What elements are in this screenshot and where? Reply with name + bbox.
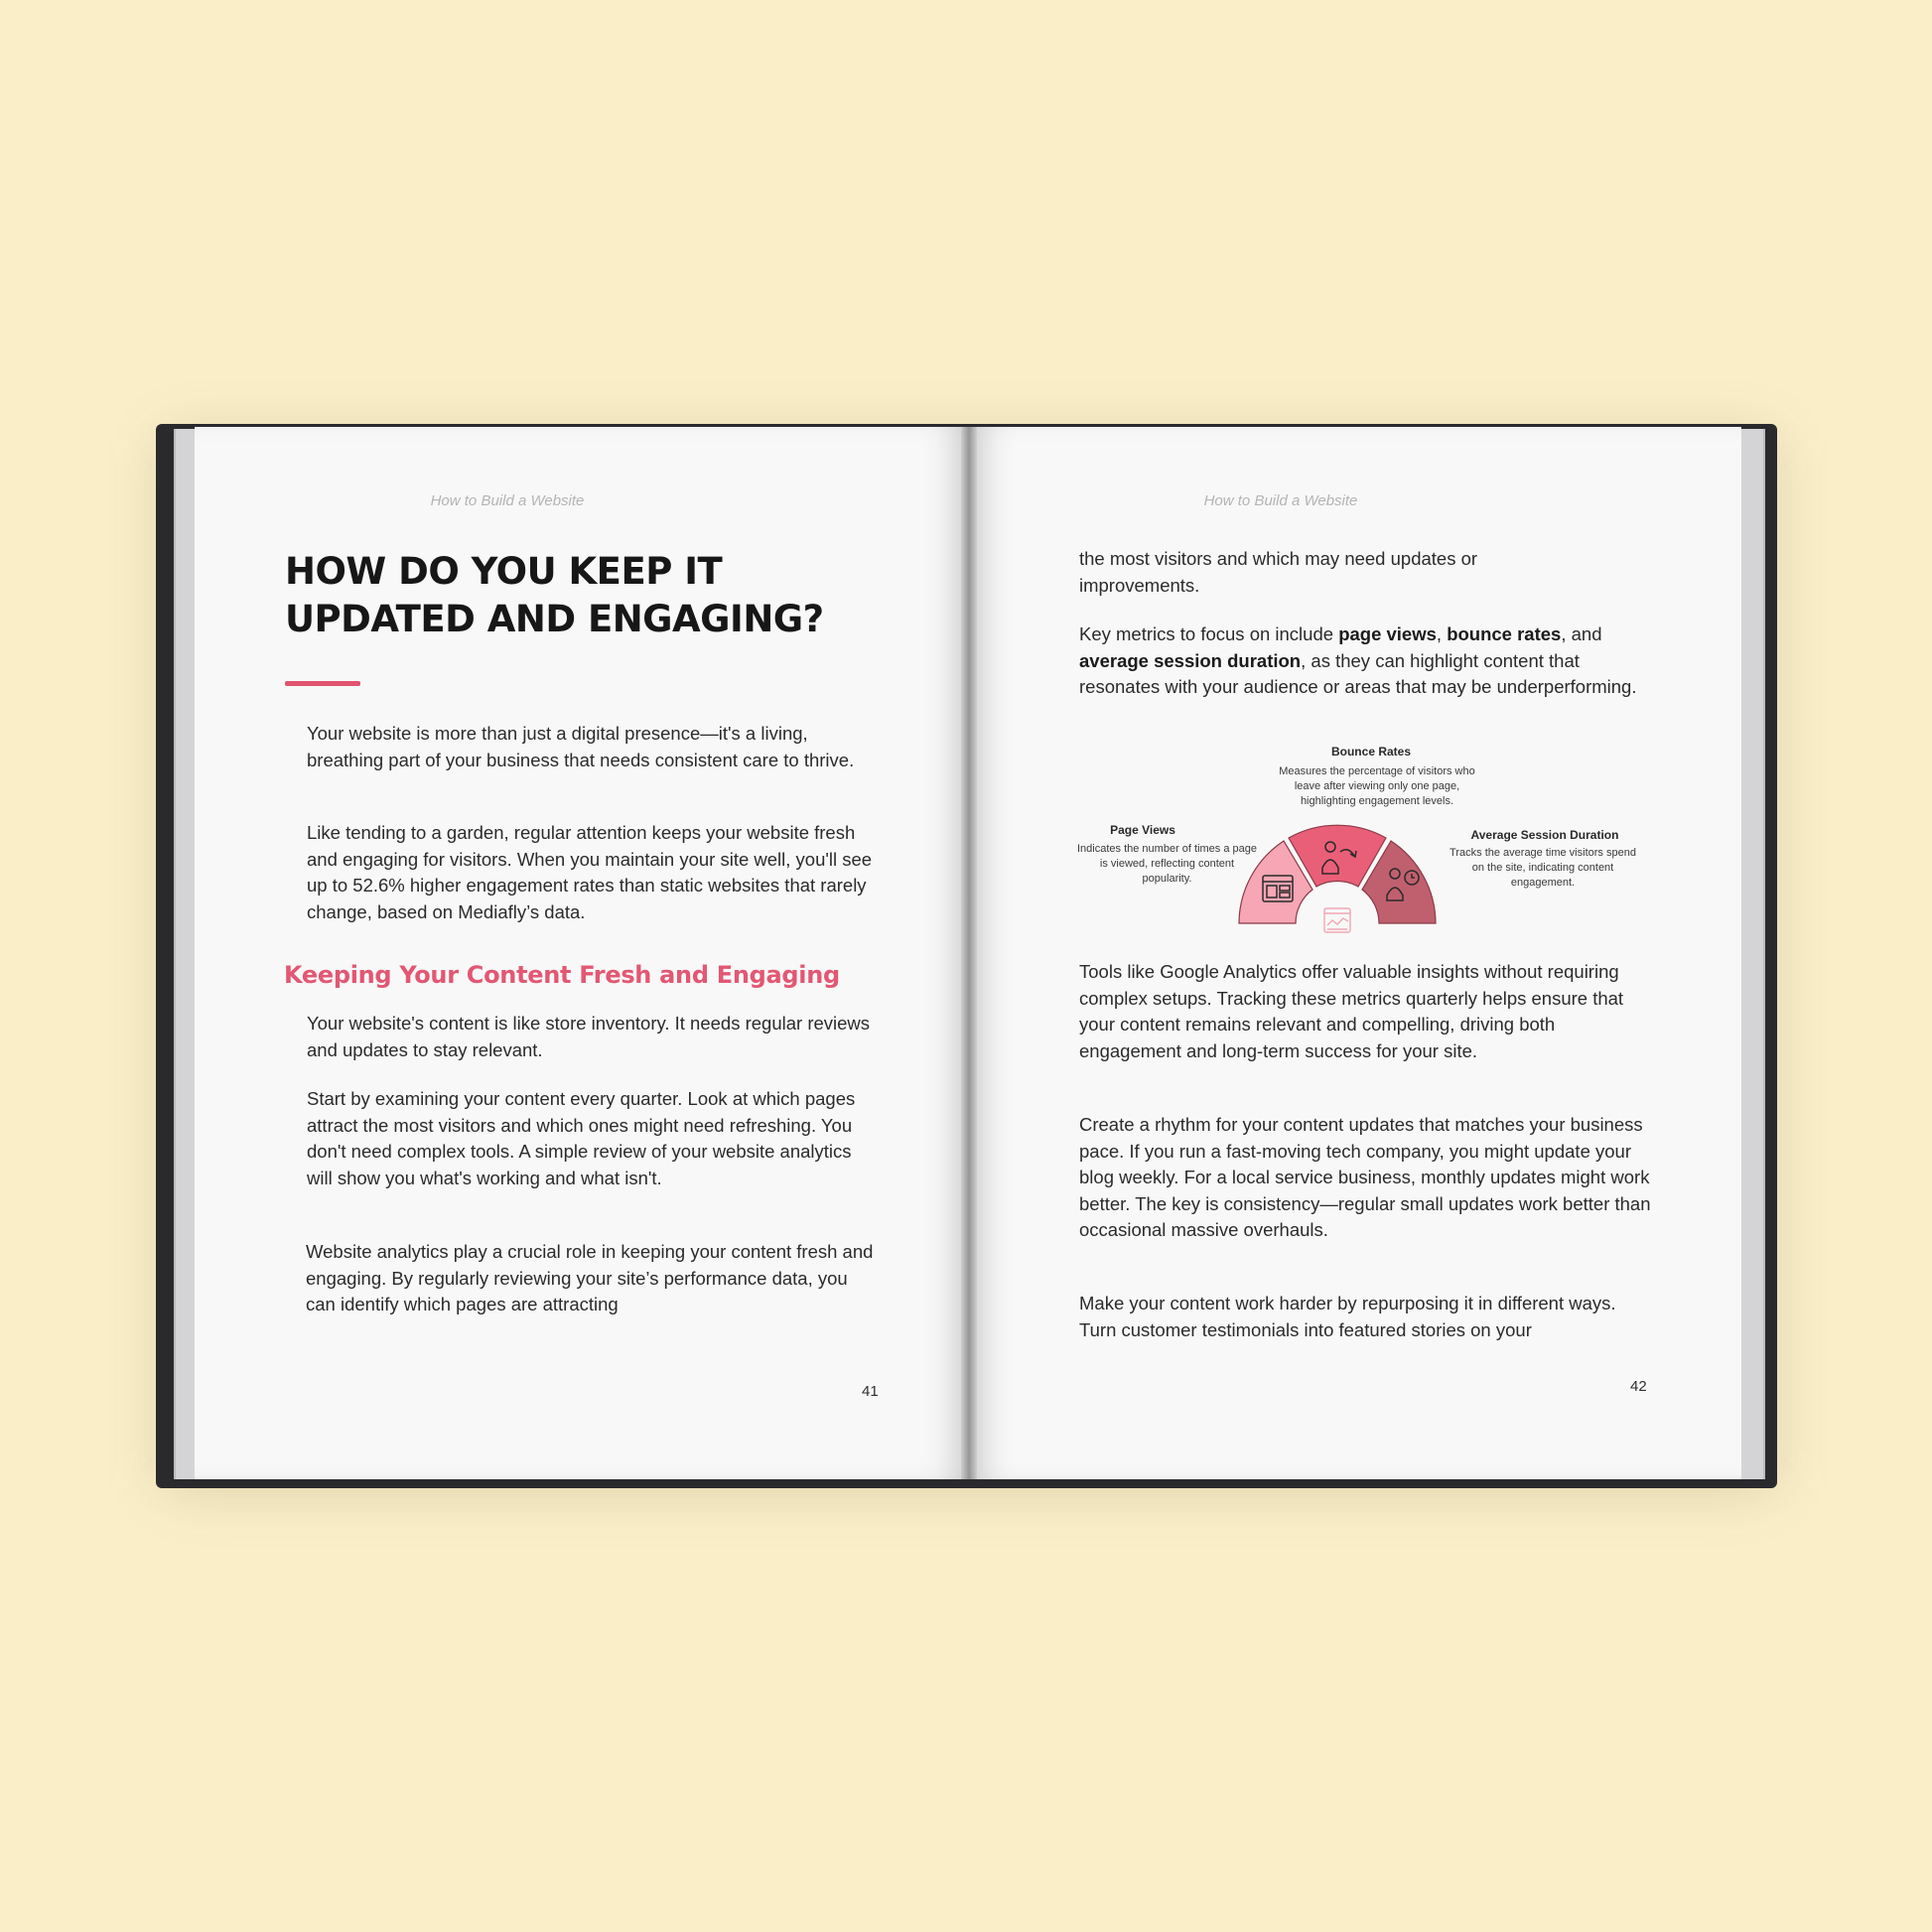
- right-page: [969, 427, 1741, 1479]
- metrics-sep-1: ,: [1436, 623, 1448, 644]
- page-views-title: Page Views: [1110, 823, 1175, 837]
- continued-paragraph: [1079, 546, 1576, 599]
- section-paragraph-2: [307, 1086, 873, 1191]
- chapter-title: HOW DO YOU KEEP IT UPDATED AND ENGAGING?: [285, 550, 824, 640]
- metric-session-duration: average session duration: [1079, 649, 1302, 671]
- right-p1-text: the most visitors and which may need updates or improvements.: [1079, 548, 1478, 596]
- page-number-right: 42: [1630, 1378, 1647, 1395]
- running-head-right: How to Build a Website: [1203, 492, 1358, 509]
- right-p4-text: Create a rhythm for your content updates that matches your business pace. If you run a fast-moving tech company, you might update your blog weekly. For a local service business, monthly updates might work better. The key is consistency—regular small updates work better than occasional massive overhauls.: [1079, 1114, 1651, 1240]
- title-underline: [285, 681, 360, 686]
- repurpose-paragraph: [1079, 1291, 1655, 1343]
- intro-p2-text: Like tending to a garden, regular attention keeps your website fresh and engaging for visitors. When you maintain your site well, you'll see up to 52.6% higher engagement rates than static websites that rarely change, based on Mediafly’s data.: [307, 822, 873, 922]
- metrics-text: [1079, 621, 1655, 701]
- analytics-chart-icon: [1324, 908, 1350, 932]
- section-p1-text: Your website's content is like store inventory. It needs regular reviews and updates to stay relevant.: [307, 1013, 871, 1060]
- page-stack-right: [1739, 429, 1765, 1479]
- session-duration-title: Average Session Duration: [1470, 828, 1619, 842]
- page-number-left: 41: [862, 1383, 879, 1400]
- tools-paragraph: [1079, 959, 1655, 1064]
- section-paragraph-3: [306, 1239, 874, 1318]
- left-page: [195, 427, 969, 1479]
- section-subheading: Keeping Your Content Fresh and Engaging: [284, 961, 840, 989]
- section-p3-text: Website analytics play a crucial role in keeping your content fresh and engaging. By regularly reviewing your site’s performance data, you can identify which pages are attracting: [306, 1241, 874, 1314]
- section-p2-text: Start by examining your content every quarter. Look at which pages attract the most visitors and which ones might need refreshing. You don't need complex tools. A simple review of your website analytics will show you what's working and what isn't.: [307, 1088, 856, 1188]
- running-head-left: How to Build a Website: [430, 492, 585, 509]
- metric-bounce-rates: bounce rates: [1447, 623, 1562, 644]
- session-duration-desc: Tracks the average time visitors spend on the site, indicating content engagement.: [1449, 847, 1636, 889]
- intro-paragraph-1: [307, 721, 873, 773]
- right-p5-text: Make your content work harder by repurposing it in different ways. Turn customer testimonials into featured stories on your: [1079, 1293, 1616, 1340]
- page-views-desc: Indicates the number of times a page is viewed, reflecting content popularity.: [1077, 843, 1257, 885]
- metrics-sep-2: , and: [1561, 623, 1602, 644]
- metrics-text-outro: , as they can highlight content that resonates with your audience or areas that may be underperforming.: [1079, 649, 1637, 697]
- bounce-rates-desc: Measures the percentage of visitors who leave after viewing only one page, highlighting engagement levels.: [1279, 765, 1475, 807]
- bounce-rates-title: Bounce Rates: [1330, 745, 1412, 759]
- rhythm-paragraph: [1079, 1112, 1655, 1244]
- section-paragraph-1: [307, 1011, 873, 1063]
- intro-paragraph-2: [307, 820, 873, 925]
- metric-page-views: page views: [1338, 623, 1437, 644]
- metrics-paragraph: [1079, 621, 1655, 701]
- intro-p1-text: Your website is more than just a digital presence—it's a living, breathing part of your business that needs consistent care to thrive.: [307, 723, 855, 770]
- metrics-diagram: [1078, 745, 1674, 958]
- metrics-text-intro: Key metrics to focus on include: [1079, 623, 1339, 644]
- right-p3-text: Tools like Google Analytics offer valuable insights without requiring complex setups. Tracking these metrics quarterly helps ensure that your content remains relevant and compelling, driving both engagement and long-term success for your site.: [1079, 961, 1624, 1061]
- book-gutter: [961, 427, 977, 1479]
